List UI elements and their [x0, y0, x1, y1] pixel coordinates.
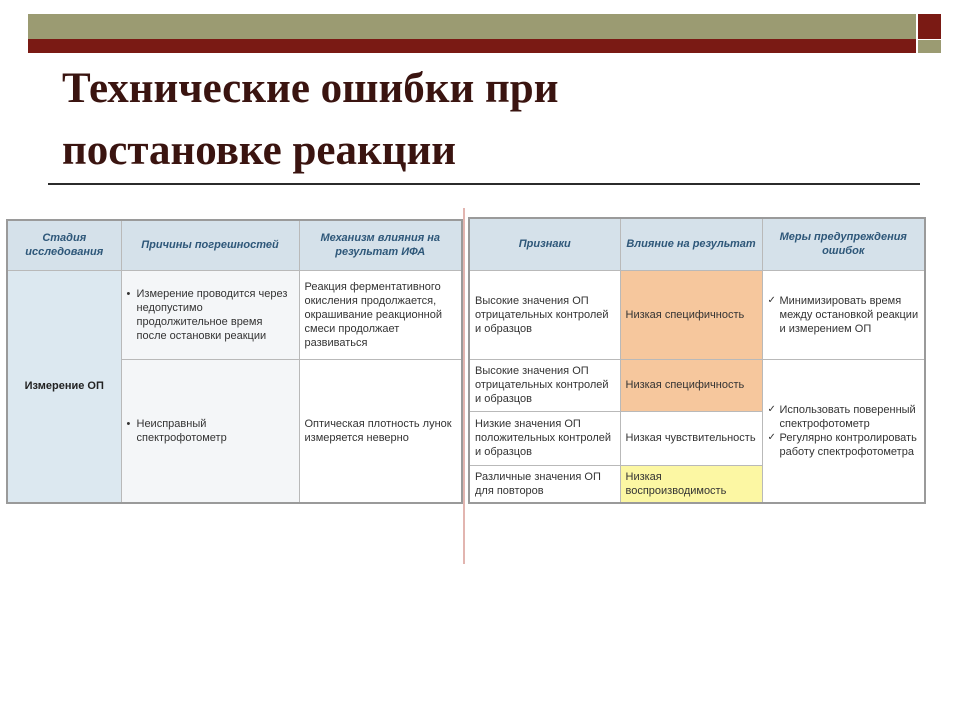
stage-cell: Измерение ОП [7, 270, 121, 503]
mechanism-cell: Реакция ферментативного окисления продолжается, окрашивание реакционной смеси продолжает развиваться [299, 270, 462, 359]
corner-square-olive [918, 40, 941, 53]
effect-cell: Низкая воспроизводимость [620, 465, 762, 503]
sign-cell: Высокие значения ОП отрицательных контролей и образцов [469, 270, 620, 359]
header-signs: Признаки [469, 218, 620, 270]
table-row [469, 270, 925, 359]
slide-title-line-2: постановке реакции [62, 127, 457, 174]
measure-item: ✓ Регулярно контролировать работу спектрофотометра [768, 431, 920, 459]
effect-cell: Низкая специфичность [620, 270, 762, 359]
table-row [469, 359, 925, 411]
header-mechanism: Механизм влияния на результат ИФА [299, 220, 462, 270]
errors-table-left [6, 219, 463, 504]
measures-cell [762, 270, 925, 359]
top-bar-olive [28, 14, 916, 39]
slide-title-line-1: Технические ошибки при [62, 65, 559, 112]
cause-text: • Измерение проводится через недопустимо продолжительное время после остановки реакции [127, 287, 294, 343]
title-underline [48, 183, 920, 185]
header-causes: Причины погрешностей [121, 220, 299, 270]
header-effect: Влияние на результат [620, 218, 762, 270]
slide-title [62, 58, 922, 182]
table-row [7, 270, 462, 359]
top-bar-red [28, 39, 916, 53]
header-measures: Меры предупреждения ошибок [762, 218, 925, 270]
measures-cell [762, 359, 925, 503]
sign-cell: Различные значения ОП для повторов [469, 465, 620, 503]
cause-text: • Неисправный спектрофотометр [127, 417, 294, 445]
cause-cell [121, 359, 299, 503]
sign-cell: Низкие значения ОП положительных контролей и образцов [469, 411, 620, 465]
cause-cell [121, 270, 299, 359]
effect-cell: Низкая чувствительность [620, 411, 762, 465]
sign-cell: Высокие значения ОП отрицательных контролей и образцов [469, 359, 620, 411]
corner-square-red [918, 14, 941, 39]
effect-cell: Низкая специфичность [620, 359, 762, 411]
measure-item: ✓ Минимизировать время между остановкой реакции и измерением ОП [768, 294, 920, 336]
mechanism-cell: Оптическая плотность лунок измеряется неверно [299, 359, 462, 503]
vertical-divider [463, 208, 465, 564]
errors-table-right [468, 217, 926, 504]
header-stage: Стадия исследования [7, 220, 121, 270]
measure-item: ✓ Использовать поверенный спектрофотометр [768, 403, 920, 431]
